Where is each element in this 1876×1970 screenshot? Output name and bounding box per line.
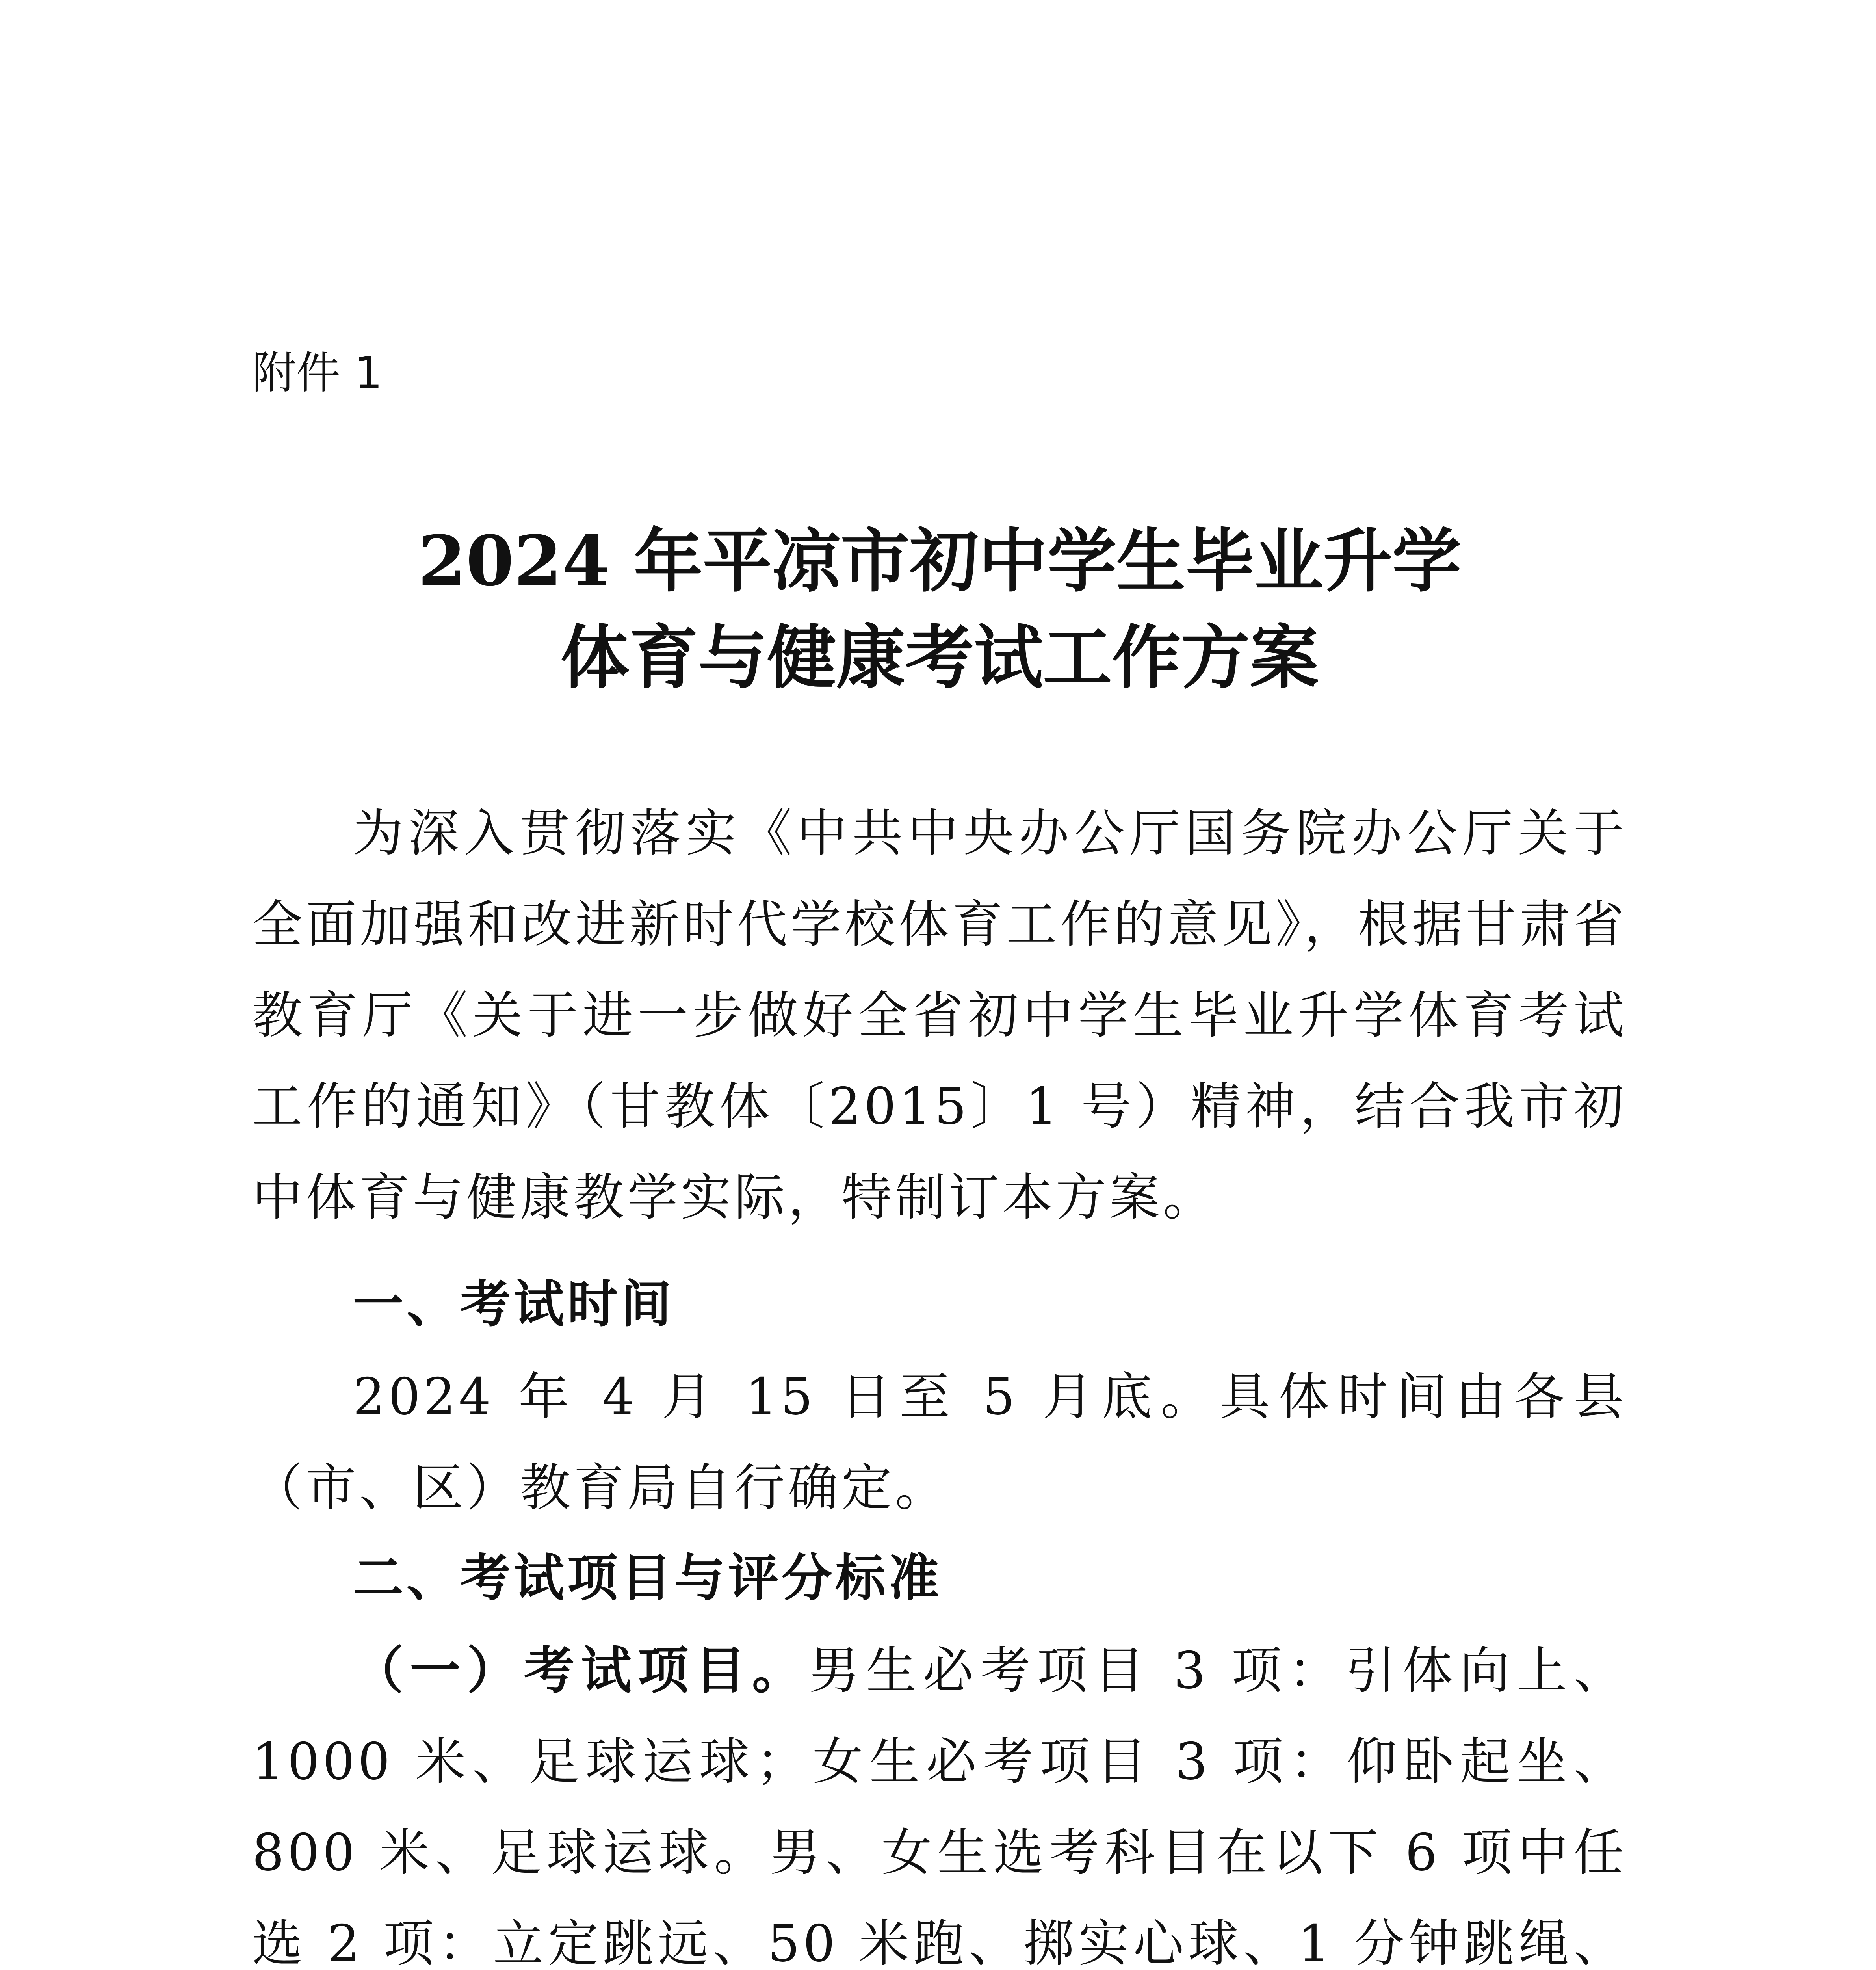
document-title-line-1: 2024 年平凉市初中学生毕业升学 bbox=[418, 521, 1461, 602]
item-1-text: 男生必考项目 3 项：引体向上、1000 米、足球运球；女生必考项目 3 项：仰卧起坐、800 米、足球运球。男、女生选考科目在以下 6 项中任选 2 项：立定跳远、50 米跑、掷实心球、1 分钟跳绳、 bbox=[252, 1641, 1627, 1970]
attachment-label: 附件 1 bbox=[252, 348, 383, 399]
intro-paragraph: 为深入贯彻落实《中共中央办公厅国务院办公厅关于全面加强和改进新时代学校体育工作的意见》，根据甘肃省教育厅《关于进一步做好全省初中学生毕业升学体育考试工作的通知》（甘教体〔2015〕1 号）精神，结合我市初中体育与健康教学实际，特制订本方案。 bbox=[252, 804, 1627, 1227]
section-1-text: 2024 年 4 月 15 日至 5 月底。具体时间由各县（市、区）教育局自行确定。 bbox=[252, 1368, 1627, 1517]
section-2-item-1 bbox=[252, 1625, 1627, 1970]
item-1-label: （一）考试项目。 bbox=[353, 1641, 809, 1700]
document-title-line-2: 体育与健康考试工作方案 bbox=[560, 617, 1319, 698]
section-1-heading: 一、考试时间 bbox=[353, 1275, 675, 1334]
section-2-heading: 二、考试项目与评分标准 bbox=[353, 1549, 943, 1608]
